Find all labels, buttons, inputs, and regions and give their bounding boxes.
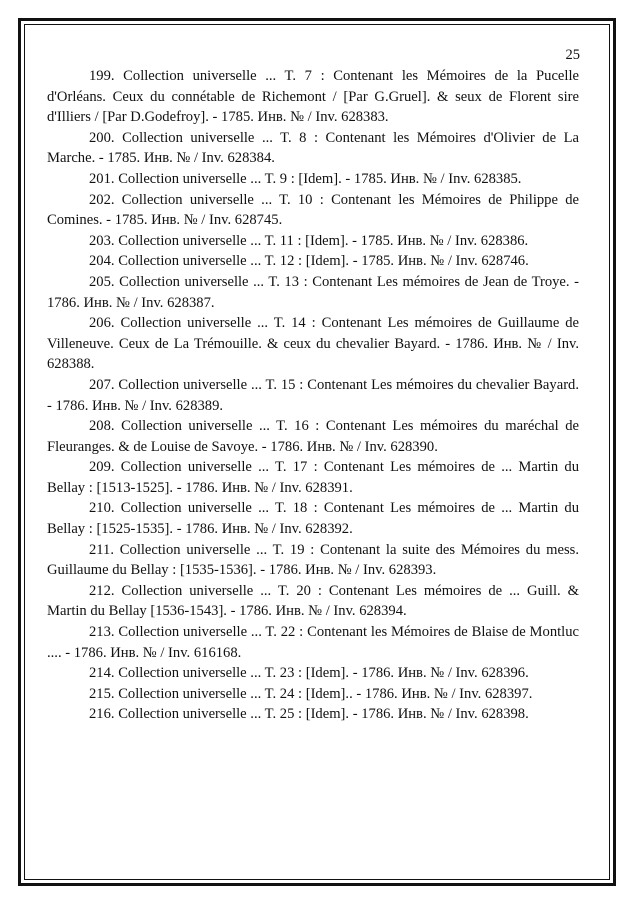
catalog-entry: 200. Collection universelle ... T. 8 : Contenant les Mémoires d'Olivier de La Marche. - 1785. Инв. № / Inv. 628384. xyxy=(47,129,579,167)
catalog-entry: 199. Collection universelle ... T. 7 : Contenant les Mémoires de la Pucelle d'Orléans. Ceux du connétable de Richemont / [Par G.Gruel]. & seux de Florent sire d'Illiers / [Par D.Godefroy]. - 1785. Инв. № / Inv. 628383. xyxy=(47,68,579,126)
catalog-entry: 211. Collection universelle ... T. 19 : Contenant la suite des Mémoires du mess. Guillaume du Bellay : [1535-1536]. - 1786. Инв. № / Inv. 628393. xyxy=(47,541,579,579)
catalog-entry: 207. Collection universelle ... T. 15 : Contenant Les mémoires du chevalier Bayard. - 1786. Инв. № / Inv. 628389. xyxy=(47,376,579,414)
catalog-entries xyxy=(47,66,579,725)
catalog-entry: 213. Collection universelle ... T. 22 : Contenant les Mémoires de Blaise de Montluc .... - 1786. Инв. № / Inv. 616168. xyxy=(47,624,579,661)
catalog-entry: 203. Collection universelle ... T. 11 : [Idem]. - 1785. Инв. № / Inv. 628386. xyxy=(89,232,529,249)
catalog-entry: 204. Collection universelle ... T. 12 : [Idem]. - 1785. Инв. № / Inv. 628746. xyxy=(89,253,529,270)
catalog-entry: 209. Collection universelle ... T. 17 : Contenant Les mémoires de ... Martin du Bellay : [1513-1525]. - 1786. Инв. № / Inv. 628391. xyxy=(47,459,579,496)
catalog-entry: 214. Collection universelle ... T. 23 : [Idem]. - 1786. Инв. № / Inv. 628396. xyxy=(89,665,529,682)
catalog-entry: 216. Collection universelle ... T. 25 : [Idem]. - 1786. Инв. № / Inv. 628398. xyxy=(89,706,529,723)
catalog-entry: 202. Collection universelle ... T. 10 : Contenant les Mémoires de Philippe de Comines. - 1785. Инв. № / Inv. 628745. xyxy=(47,191,579,229)
catalog-entry: 205. Collection universelle ... T. 13 : Contenant Les mémoires de Jean de Troye. - 1786. Инв. № / Inv. 628387. xyxy=(47,273,579,311)
page-number: 25 xyxy=(565,47,580,63)
catalog-entry: 212. Collection universelle ... T. 20 : Contenant Les mémoires de ... Guill. & Martin du Bellay [1536-1543]. - 1786. Инв. № / Inv. 628394. xyxy=(47,582,579,620)
catalog-entry: 215. Collection universelle ... T. 24 : [Idem].. - 1786. Инв. № / Inv. 628397. xyxy=(89,685,533,702)
catalog-entry: 208. Collection universelle ... T. 16 : Contenant Les mémoires du maréchal de Fleuranges. & de Louise de Savoye. - 1786. Инв. № / Inv. 628390. xyxy=(47,418,579,455)
catalog-entry: 201. Collection universelle ... T. 9 : [Idem]. - 1785. Инв. № / Inv. 628385. xyxy=(89,170,522,187)
catalog-entry: 206. Collection universelle ... T. 14 : Contenant Les mémoires de Guillaume de Villeneuve. Ceux de La Trémouille. & ceux du chevalier Bayard. - 1786. Инв. № / Inv. 628388. xyxy=(47,315,579,373)
catalog-entry: 210. Collection universelle ... T. 18 : Contenant Les mémoires de ... Martin du Bellay : [1525-1535]. - 1786. Инв. № / Inv. 628392. xyxy=(47,500,579,538)
